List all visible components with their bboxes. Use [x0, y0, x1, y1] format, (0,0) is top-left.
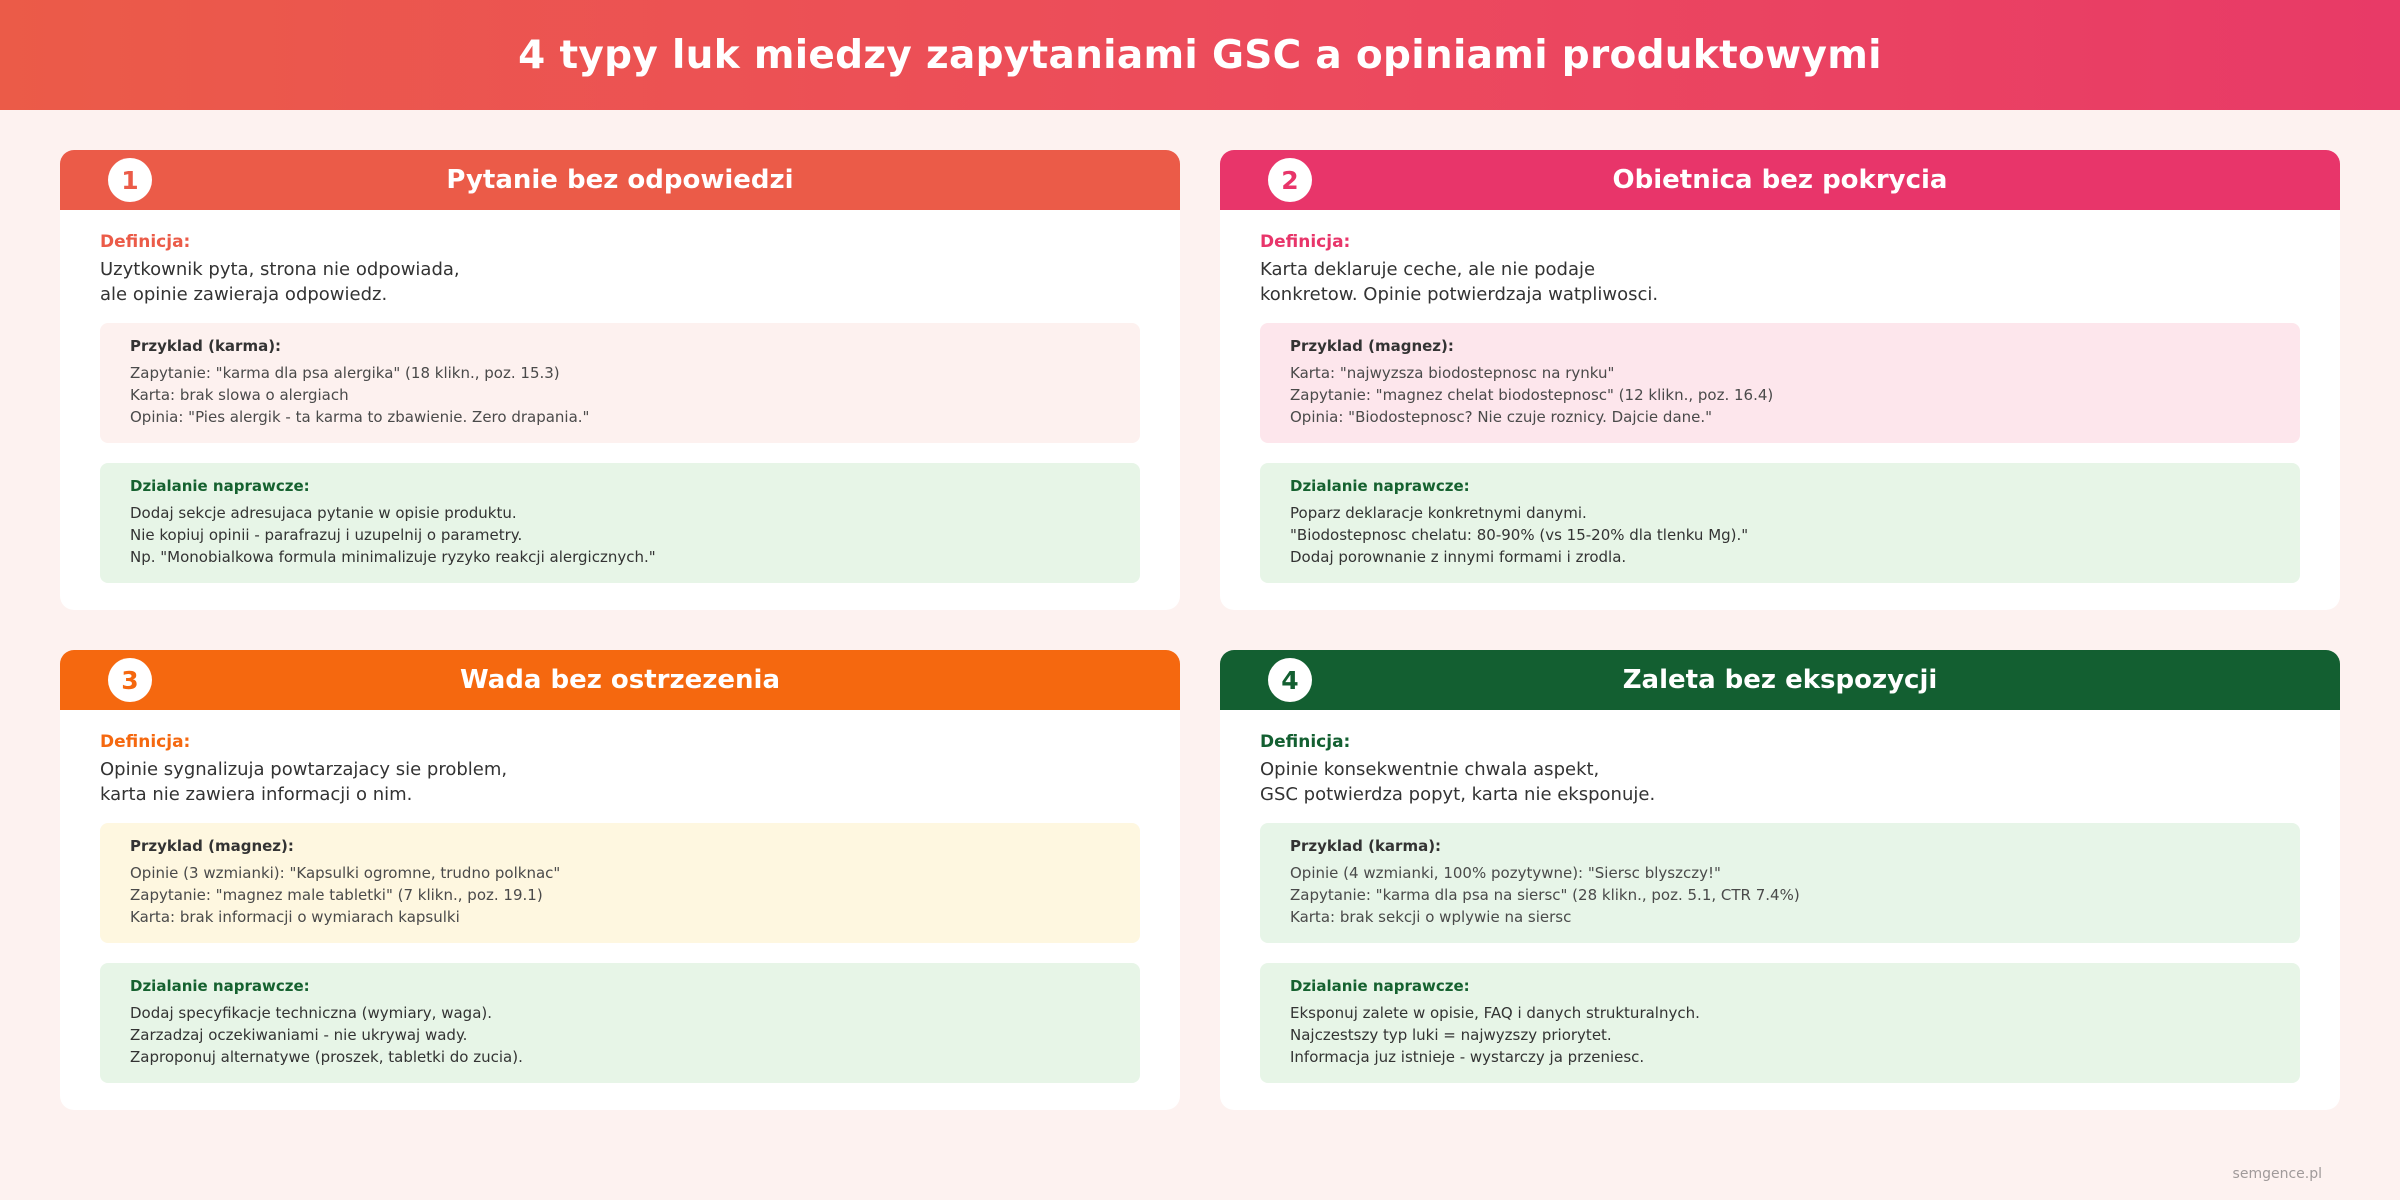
example-box [1260, 823, 2300, 943]
card-title: Obietnica bez pokrycia [1612, 165, 1948, 195]
example-line: Karta: brak sekcji o wplywie na siersc [1290, 908, 1572, 926]
example-box [100, 823, 1140, 943]
card-title: Zaleta bez ekspozycji [1622, 665, 1938, 695]
example-line: Zapytanie: "karma dla psa alergika" (18 klikn., poz. 15.3) [130, 364, 560, 382]
card-unanswered-question [60, 150, 1180, 610]
page-title: 4 typy luk miedzy zapytaniami GSC a opiniami produktowymi [518, 32, 1882, 78]
card-header [1220, 150, 2340, 210]
example-box [1260, 323, 2300, 443]
definition-label: Definicja: [1260, 732, 1351, 752]
action-line: Dodaj porownanie z innymi formami i zrodla. [1290, 548, 1627, 566]
action-line: Eksponuj zalete w opisie, FAQ i danych strukturalnych. [1290, 1004, 1700, 1022]
example-line: Opinie (4 wzmianki, 100% pozytywne): "Siersc blyszczy!" [1290, 864, 1721, 882]
card-body [60, 210, 1180, 583]
card-title: Wada bez ostrzezenia [459, 665, 781, 695]
action-label: Dzialanie naprawcze: [130, 477, 310, 495]
action-line: Zaproponuj alternatywe (proszek, tabletki do zucia). [130, 1048, 523, 1066]
action-line: Np. "Monobialkowa formula minimalizuje ryzyko reakcji alergicznych." [130, 548, 656, 566]
action-line: Dodaj specyfikacje techniczna (wymiary, waga). [130, 1004, 493, 1022]
card-number-badge: 3 [108, 658, 152, 702]
example-line: Zapytanie: "karma dla psa na siersc" (28 klikn., poz. 5.1, CTR 7.4%) [1290, 886, 1800, 904]
example-label: Przyklad (karma): [1290, 837, 1442, 855]
example-line: Zapytanie: "magnez chelat biodostepnosc" (12 klikn., poz. 16.4) [1290, 386, 1774, 404]
example-line: Opinia: "Pies alergik - ta karma to zbawienie. Zero drapania." [130, 408, 590, 426]
action-line: Najczestszy typ luki = najwyzszy priorytet. [1290, 1026, 1612, 1044]
card-body [1220, 710, 2340, 1083]
action-label: Dzialanie naprawcze: [1290, 477, 1470, 495]
card-number-badge: 4 [1268, 658, 1312, 702]
example-line: Opinie (3 wzmianki): "Kapsulki ogromne, trudno polknac" [130, 864, 561, 882]
card-number-badge: 2 [1268, 158, 1312, 202]
definition-line: karta nie zawiera informacji o nim. [100, 784, 413, 805]
card-header [60, 150, 1180, 210]
example-label: Przyklad (magnez): [1290, 337, 1454, 355]
definition-label: Definicja: [1260, 232, 1351, 252]
card-header [60, 650, 1180, 710]
card-body [60, 710, 1180, 1083]
example-line: Zapytanie: "magnez male tabletki" (7 klikn., poz. 19.1) [130, 886, 543, 904]
example-label: Przyklad (magnez): [130, 837, 294, 855]
action-box [1260, 963, 2300, 1083]
card-title: Pytanie bez odpowiedzi [446, 165, 794, 195]
definition-line: GSC potwierdza popyt, karta nie eksponuje. [1260, 784, 1656, 805]
definition-label: Definicja: [100, 232, 191, 252]
definition-line: Opinie sygnalizuja powtarzajacy sie problem, [100, 759, 508, 780]
footer-brand: semgence.pl [2232, 1166, 2322, 1182]
example-line: Opinia: "Biodostepnosc? Nie czuje roznicy. Dajcie dane." [1290, 408, 1713, 426]
card-unwarned-flaw [60, 650, 1180, 1110]
action-box [100, 463, 1140, 583]
action-label: Dzialanie naprawcze: [130, 977, 310, 995]
action-box [1260, 463, 2300, 583]
action-line: Zarzadzaj oczekiwaniami - nie ukrywaj wady. [130, 1026, 468, 1044]
definition-line: Uzytkownik pyta, strona nie odpowiada, [100, 259, 460, 280]
definition-label: Definicja: [100, 732, 191, 752]
example-line: Karta: brak slowa o alergiach [130, 386, 349, 404]
card-header [1220, 650, 2340, 710]
definition-line: ale opinie zawieraja odpowiedz. [100, 284, 388, 305]
card-unexposed-advantage [1220, 650, 2340, 1110]
card-number-badge: 1 [108, 158, 152, 202]
action-line: "Biodostepnosc chelatu: 80-90% (vs 15-20% dla tlenku Mg)." [1290, 526, 1749, 544]
example-line: Karta: "najwyzsza biodostepnosc na rynku" [1290, 364, 1615, 382]
action-line: Dodaj sekcje adresujaca pytanie w opisie produktu. [130, 504, 517, 522]
example-box [100, 323, 1140, 443]
definition-line: konkretow. Opinie potwierdzaja watpliwosci. [1260, 284, 1659, 305]
definition-line: Karta deklaruje ceche, ale nie podaje [1260, 259, 1596, 280]
example-line: Karta: brak informacji o wymiarach kapsulki [130, 908, 460, 926]
card-body [1220, 210, 2340, 583]
action-box [100, 963, 1140, 1083]
card-unbacked-promise [1220, 150, 2340, 610]
page-header [0, 0, 2400, 110]
action-label: Dzialanie naprawcze: [1290, 977, 1470, 995]
action-line: Nie kopiuj opinii - parafrazuj i uzupelnij o parametry. [130, 526, 523, 544]
action-line: Informacja juz istnieje - wystarczy ja przeniesc. [1290, 1048, 1645, 1066]
example-label: Przyklad (karma): [130, 337, 282, 355]
definition-line: Opinie konsekwentnie chwala aspekt, [1260, 759, 1600, 780]
action-line: Poparz deklaracje konkretnymi danymi. [1290, 504, 1587, 522]
